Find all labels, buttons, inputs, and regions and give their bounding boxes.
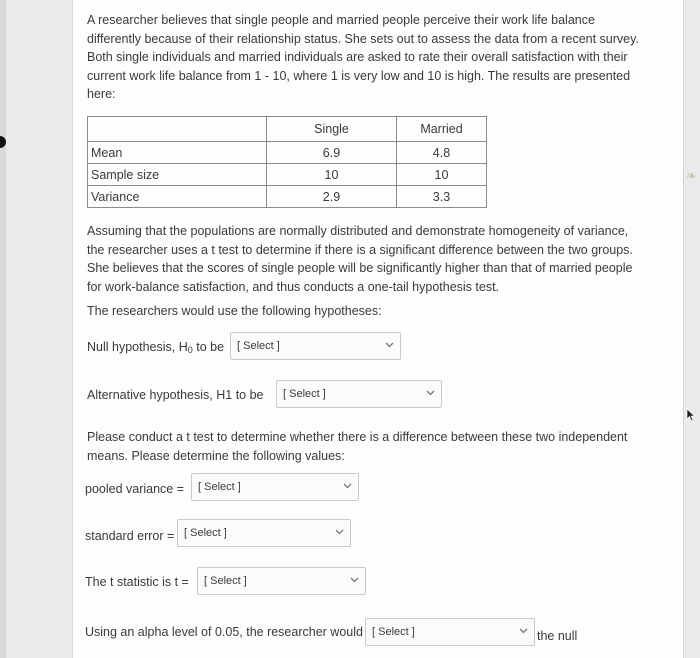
t-select-value: [ Select ] — [204, 575, 247, 587]
page-left-edge — [0, 0, 6, 658]
assumption-text: Assuming that the populations are normally distributed and demonstrate homogeneity of variance, the researcher uses a t test to determine if there is a significant difference between the two groups. She believes that the scores of single people will be significantly higher than that of married people for work-balance satisfaction, and thus conducts a one-tail hypothesis test. — [87, 224, 633, 294]
pooled-variance-select[interactable] — [191, 473, 359, 501]
null-subscript: 0 — [187, 345, 193, 355]
table-row — [88, 142, 487, 164]
table-row — [88, 164, 487, 186]
alt-select-value: [ Select ] — [283, 388, 326, 400]
standard-error-select[interactable] — [177, 519, 351, 547]
decision-suffix: the null — [537, 629, 578, 643]
t-statistic-select[interactable] — [197, 567, 366, 595]
pooled-select-value: [ Select ] — [198, 481, 241, 493]
conduct-text: Please conduct a t test to determine whether there is a difference between these two independent means. Please determine the following values: — [87, 430, 628, 463]
row-label-sample-size: Sample size — [88, 164, 267, 186]
table-header-single: Single — [267, 117, 397, 142]
chevron-down-icon — [519, 628, 528, 634]
decision-select-value: [ Select ] — [372, 626, 415, 638]
standard-error-label: standard error = — [85, 529, 175, 543]
table-header-row — [88, 117, 487, 142]
chevron-down-icon — [335, 529, 344, 535]
cell-married-variance: 3.3 — [397, 186, 487, 208]
alpha-decision-label: Using an alpha level of 0.05, the researcher would — [85, 625, 363, 639]
cell-single-sample-size: 10 — [267, 164, 397, 186]
chevron-down-icon — [350, 577, 359, 583]
mouse-cursor-icon — [686, 408, 696, 422]
table-row — [88, 186, 487, 208]
chevron-down-icon — [426, 390, 435, 396]
row-label-variance: Variance — [88, 186, 267, 208]
t-statistic-label: The t statistic is t = — [85, 575, 189, 589]
decision-select[interactable] — [365, 618, 535, 646]
stats-table — [87, 116, 487, 208]
hypotheses-intro: The researchers would use the following hypotheses: — [87, 304, 382, 318]
cell-married-sample-size: 10 — [397, 164, 487, 186]
null-label-text: Null hypothesis, H — [87, 340, 188, 354]
null-select-value: [ Select ] — [237, 340, 280, 352]
pooled-variance-label: pooled variance = — [85, 482, 185, 496]
table-header-blank — [88, 117, 267, 142]
cell-married-mean: 4.8 — [397, 142, 487, 164]
cell-single-mean: 6.9 — [267, 142, 397, 164]
alt-hypothesis-select[interactable] — [276, 380, 442, 408]
row-label-mean: Mean — [88, 142, 267, 164]
cell-single-variance: 2.9 — [267, 186, 397, 208]
null-label-suffix: to be — [192, 340, 225, 354]
margin-mark-icon: ❧ — [686, 168, 697, 183]
question-panel — [72, 0, 684, 658]
null-hypothesis-select[interactable] — [230, 332, 401, 360]
chevron-down-icon — [385, 342, 394, 348]
null-hypothesis-label — [87, 340, 224, 355]
intro-text: A researcher believes that single people and married people perceive their work life balance differently because of their relationship status. She sets out to assess the data from a recent survey. Both single individuals and married individuals are asked to rate their overall satisfaction with their current work life balance from 1 - 10, where 1 is very low and 10 is high. The results are presented here: — [87, 13, 639, 101]
alt-hypothesis-label: Alternative hypothesis, H1 to be — [87, 388, 264, 402]
chevron-down-icon — [343, 483, 352, 489]
se-select-value: [ Select ] — [184, 527, 227, 539]
table-header-married: Married — [397, 117, 487, 142]
